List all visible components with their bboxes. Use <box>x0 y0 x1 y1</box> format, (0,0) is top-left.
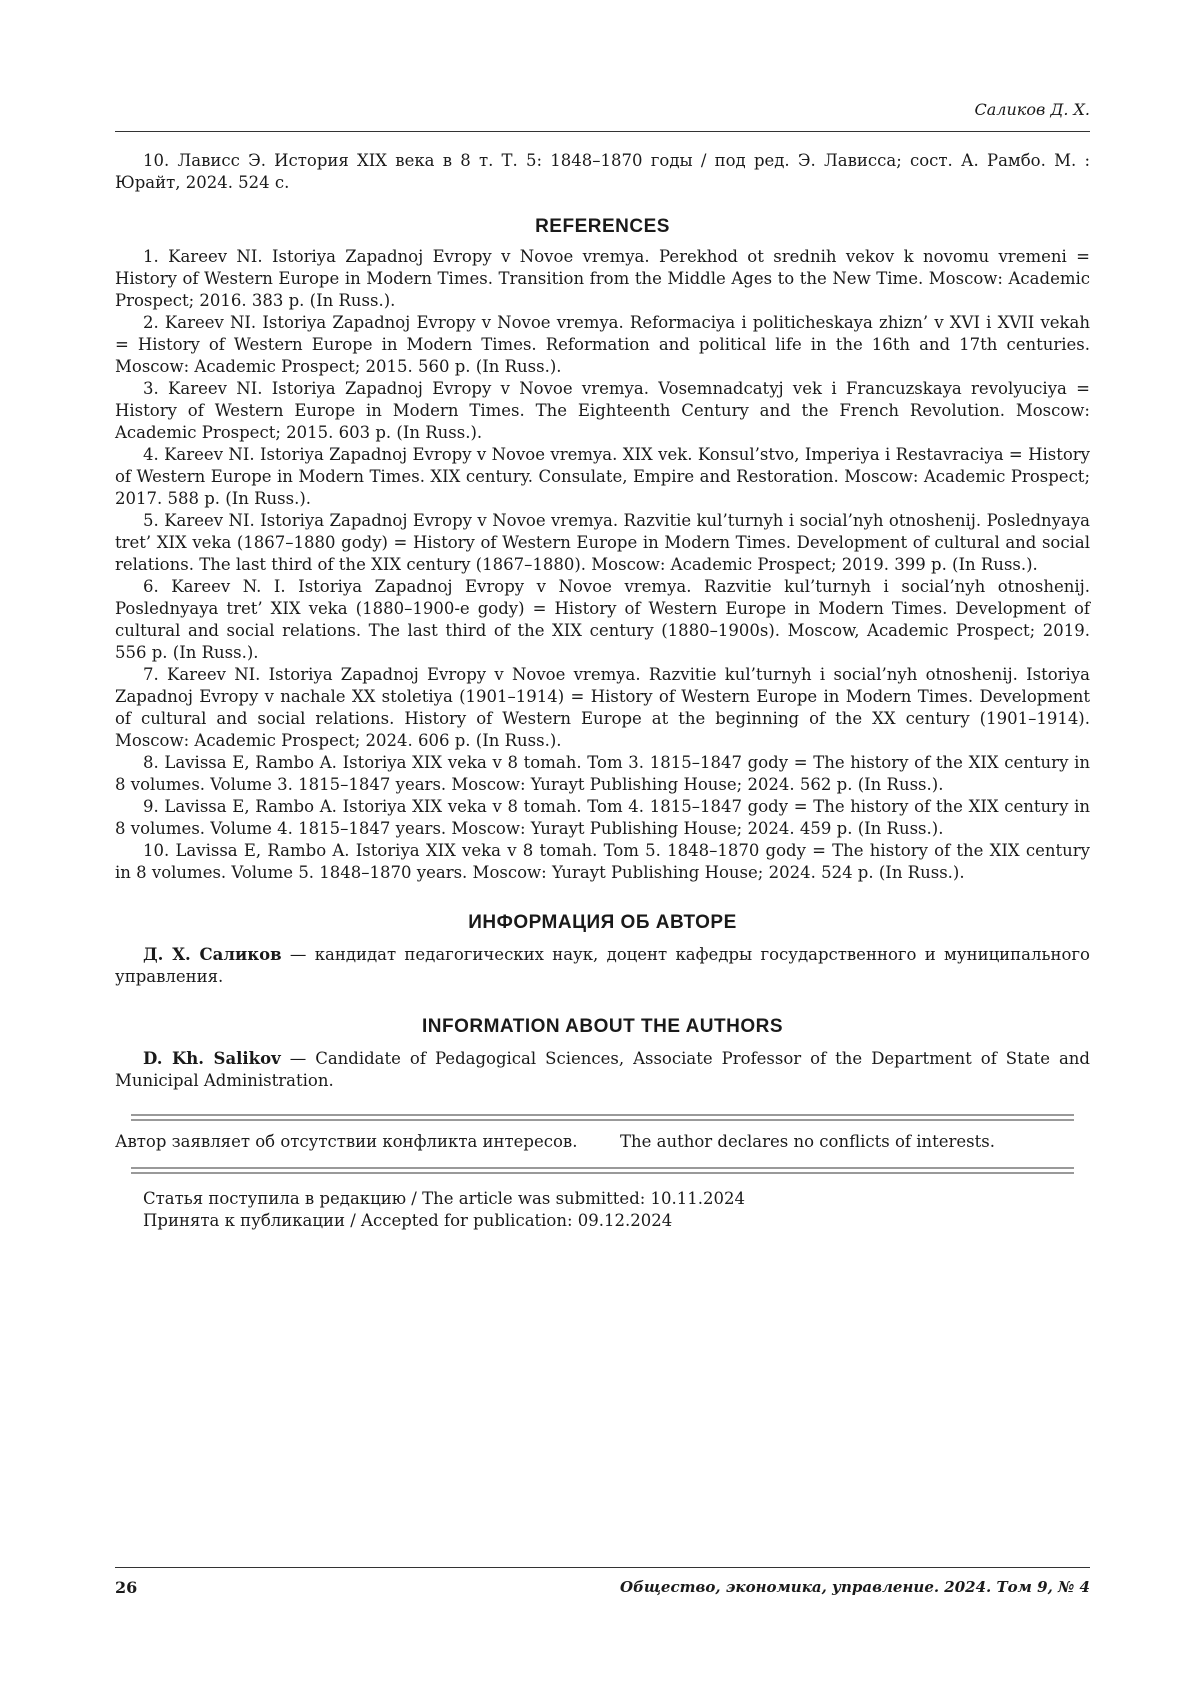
reference-item-5: 5. Kareev NI. Istoriya Zapadnoj Evropy v Novoe vremya. Razvitie kul’turnyh i social’nyh otnoshenij. Poslednyaya tret’ XIX veka (1867–1880 gody) = History of Western Europe in Modern Times. Development of cultural and social relations. The last third of the XIX century (1867–1880). Moscow: Academic Prospect; 2019. 399 p. (In Russ.). <box>115 511 1090 574</box>
author-name-en: D. Kh. Salikov <box>143 1049 281 1068</box>
author-info-ru-title: ИНФОРМАЦИЯ ОБ АВТОРЕ <box>468 912 737 933</box>
conflict-statement <box>115 1131 1090 1153</box>
references-list <box>115 246 1090 884</box>
conflict-rule-top <box>131 1114 1074 1121</box>
page-number: 26 <box>115 1578 138 1597</box>
author-info-ru <box>115 944 1090 988</box>
author-description-en: — Candidate of Pedagogical Sciences, Associate Professor of the Department of State and Municipal Administration. <box>115 1049 1090 1090</box>
conflict-en: The author declares no conflicts of interests. <box>620 1132 995 1151</box>
running-head: Саликов Д. Х. <box>974 100 1090 119</box>
footer-rule <box>115 1567 1090 1568</box>
reference-item-10: 10. Lavissa E, Rambo A. Istoriya XIX veka v 8 tomah. Tom 5. 1848–1870 gody = The history of the XIX century in 8 volumes. Volume 5. 1848–1870 years. Moscow: Yurayt Publishing House; 2024. 524 p. (In Russ.). <box>115 841 1090 882</box>
header-rule <box>115 131 1090 132</box>
reference-item-1: 1. Kareev NI. Istoriya Zapadnoj Evropy v Novoe vremya. Perekhod ot srednih vekov k novomu vremeni = History of Western Europe in Modern Times. Transition from the Middle Ages to the New Time. Moscow: Academic Prospect; 2016. 383 p. (In Russ.). <box>115 247 1090 310</box>
reference-item-6: 6. Kareev N. I. Istoriya Zapadnoj Evropy v Novoe vremya. Razvitie kul’turnyh i social’nyh otnoshenij. Poslednyaya tret’ XIX veka (1880–1900-e gody) = History of Western Europe in Modern Times. Development of cultural and social relations. The last third of the XIX century (1880–1900s). Moscow, Academic Prospect; 2019. 556 p. (In Russ.). <box>115 577 1090 662</box>
references-title: REFERENCES <box>535 216 670 237</box>
page <box>115 0 1090 1697</box>
reference-item-3: 3. Kareev NI. Istoriya Zapadnoj Evropy v Novoe vremya. Vosemnadcatyj vek i Francuzskaya revolyuciya = History of Western Europe in Modern Times. The Eighteenth Century and the French Revolution. Moscow: Academic Prospect; 2015. 603 p. (In Russ.). <box>115 379 1090 442</box>
author-info-en-title: INFORMATION ABOUT THE AUTHORS <box>421 1016 784 1037</box>
reference-item-4: 4. Kareev NI. Istoriya Zapadnoj Evropy v Novoe vremya. XIX vek. Konsul’stvo, Imperiya i Restavraciya = History of Western Europe in Modern Times. XIX century. Consulate, Empire and Restoration. Moscow: Academic Prospect; 2017. 588 p. (In Russ.). <box>115 445 1090 508</box>
reference-item-8: 8. Lavissa E, Rambo A. Istoriya XIX veka v 8 tomah. Tom 3. 1815–1847 gody = The history of the XIX century in 8 volumes. Volume 3. 1815–1847 years. Moscow: Yurayt Publishing House; 2024. 562 p. (In Russ.). <box>115 753 1090 794</box>
accepted-date: Принята к публикации / Accepted for publication: 09.12.2024 <box>143 1211 673 1230</box>
author-name-ru: Д. Х. Саликов <box>143 945 282 964</box>
reference-item-9: 9. Lavissa E, Rambo A. Istoriya XIX veka v 8 tomah. Tom 4. 1815–1847 gody = The history of the XIX century in 8 volumes. Volume 4. 1815–1847 years. Moscow: Yurayt Publishing House; 2024. 459 p. (In Russ.). <box>115 797 1090 838</box>
author-info-en <box>115 1048 1090 1092</box>
submitted-date: Статья поступила в редакцию / The article was submitted: 10.11.2024 <box>143 1189 746 1208</box>
conflict-rule-bottom <box>131 1167 1074 1174</box>
ru-reference-10: 10. Лависс Э. История XIX века в 8 т. Т. 5: 1848–1870 годы / под ред. Э. Лависса; сост. А. Рамбо. М. : Юрайт, 2024. 524 с. <box>115 151 1090 192</box>
article-dates <box>115 1188 1090 1232</box>
journal-name: Общество, экономика, управление. 2024. Том 9, № 4 <box>620 1578 1090 1596</box>
author-description-ru: — кандидат педагогических наук, доцент кафедры государственного и муниципального управления. <box>115 945 1090 986</box>
reference-item-2: 2. Kareev NI. Istoriya Zapadnoj Evropy v Novoe vremya. Reformaciya i politicheskaya zhizn’ v XVI i XVII vekah = History of Western Europe in Modern Times. Reformation and political life in the 16th and 17th centuries. Moscow: Academic Prospect; 2015. 560 p. (In Russ.). <box>115 313 1090 376</box>
reference-item-7: 7. Kareev NI. Istoriya Zapadnoj Evropy v Novoe vremya. Razvitie kul’turnyh i social’nyh otnoshenij. Istoriya Zapadnoj Evropy v nachale XX stoletiya (1901–1914) = History of Western Europe in Modern Times. Development of cultural and social relations. History of Western Europe at the beginning of the XX century (1901–1914). Moscow: Academic Prospect; 2024. 606 p. (In Russ.). <box>115 665 1090 750</box>
conflict-ru: Автор заявляет об отсутствии конфликта интересов. <box>115 1132 578 1151</box>
content <box>115 150 1090 1232</box>
